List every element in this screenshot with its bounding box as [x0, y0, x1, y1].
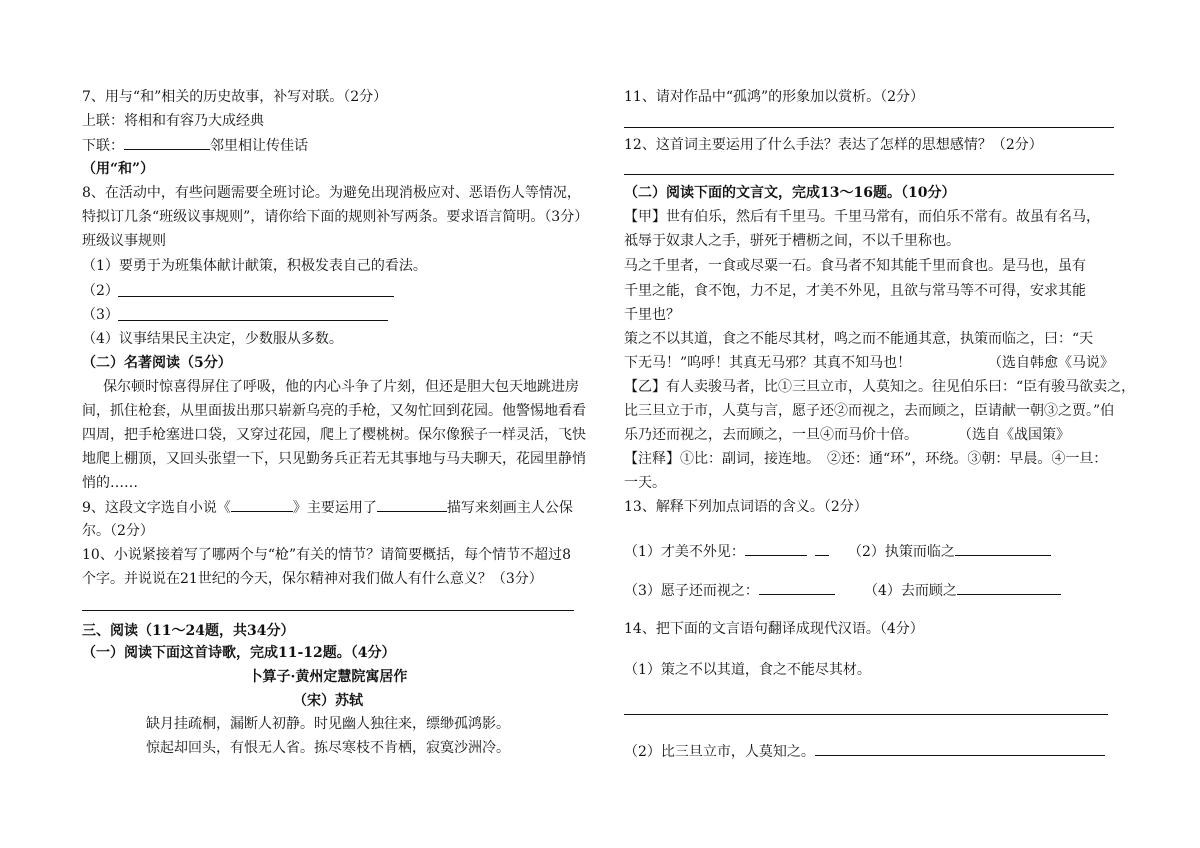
q11-title: 11、请对作品中“孤鸿”的形象加以赏析。（2分） — [624, 89, 925, 105]
q13-item-4 — [864, 580, 1061, 601]
q9-line2: 尔。（2分） — [82, 523, 154, 539]
q13-item-1 — [624, 541, 829, 562]
q14-sentence-2-label: （2）比三旦立市，人莫知之。 — [624, 744, 815, 760]
q7-lower-prefix: 下联： — [82, 138, 124, 154]
jia-line-7: 下无马！”呜呼！其真无马邪？其真不知马也！ — [624, 355, 912, 371]
jia-line-5: 千里也？ — [624, 307, 680, 323]
section-3-title: 三、阅读（11～24题，共34分） — [82, 623, 295, 639]
poem-title: 卜算子·黄州定慧院寓居作 — [248, 669, 408, 685]
q13-item-3 — [624, 580, 835, 601]
q13-item-1-blank[interactable] — [745, 541, 807, 556]
q11-answer-line[interactable] — [624, 127, 1114, 128]
q14-title: 14、把下面的文言语句翻译成现代汉语。（4分） — [624, 621, 924, 637]
classical-section-title: （二）阅读下面的文言文，完成13～16题。（10分） — [624, 185, 956, 201]
jia-line-1: 【甲】世有伯乐，然后有千里马。千里马常有，而伯乐不常有。故虽有名马， — [624, 209, 1100, 225]
q8-rule-2-answer-line[interactable] — [118, 296, 394, 297]
passage-line-5: 悄的…… — [82, 475, 138, 491]
q10-line2: 个字。并说说在21世纪的今天，保尔精神对我们做人有什么意义？（3分） — [82, 571, 543, 587]
q7-title: 7、用与“和”相关的历史故事，补写对联。（2分） — [82, 89, 388, 105]
section-2-famous-works-title: （二）名著阅读（5分） — [82, 355, 232, 371]
q7-hint: （用“和”） — [82, 161, 155, 177]
notes-line-2: 一天。 — [624, 475, 666, 491]
q7-answer-blank[interactable] — [124, 135, 210, 150]
q9-text-a: 9、这段文字选自小说《 — [82, 500, 231, 516]
jia-line-2: 祗辱于奴隶人之手，骈死于槽枥之间，不以千里称也。 — [624, 233, 960, 249]
section-3-part-1-title: （一）阅读下面这首诗歌，完成11-12题。（4分） — [82, 645, 396, 661]
q9-novel-blank[interactable] — [231, 497, 293, 512]
passage-line-2: 间，抓住枪套，从里面拔出那只崭新乌亮的手枪，又匆忙回到花园。他警惕地看看 — [82, 403, 586, 419]
jia-source: （选自韩愈《马说》 — [988, 355, 1114, 371]
q10-answer-line[interactable] — [82, 610, 574, 611]
q14-sentence-2 — [624, 741, 1105, 762]
q13-title: 13、解释下列加点词语的含义。（2分） — [624, 499, 868, 515]
q7-lower-suffix: 邻里相让传佳话 — [210, 138, 308, 154]
q8-rule-3-answer-line[interactable] — [118, 320, 388, 321]
yi-line-2: 比三旦立于市，人莫与言，愿子还②而视之，去而顾之，臣请献一朝③之贾。”伯 — [624, 403, 1115, 419]
q12-answer-line[interactable] — [624, 174, 1114, 175]
q13-item-2-blank[interactable] — [955, 541, 1051, 556]
yi-source: （选自《战国策》 — [958, 427, 1070, 443]
q10-line1: 10、小说紧接着写了哪两个与“枪”有关的情节？请简要概括，每个情节不超过8 — [82, 547, 572, 563]
q8-rule-2: （2） — [82, 283, 119, 299]
passage-line-4: 地爬上棚顶，又回头张望一下，只见勤务兵正若无其事地与马夫聊天，花园里静悄 — [82, 451, 586, 467]
poem-verse-2: 惊起却回头，有恨无人省。拣尽寒枝不肯栖，寂寞沙洲冷。 — [146, 740, 510, 756]
q9-method-blank[interactable] — [377, 497, 447, 512]
jia-line-4: 千里之能，食不饱，力不足，才美不外见，且欲与常马等不可得，安求其能 — [624, 283, 1086, 299]
poem-author: （宋）苏轼 — [293, 693, 363, 709]
q8-rules-title: 班级议事规则 — [82, 233, 166, 249]
q13-item-4-label: （4）去而顾之 — [864, 583, 957, 599]
q13-item-1-blank-tail[interactable] — [815, 541, 829, 556]
q14-sentence-1: （1）策之不以其道，食之不能尽其材。 — [624, 662, 871, 678]
yi-line-1: 【乙】有人卖骏马者，比①三旦立市，人莫知之。往见伯乐曰：“臣有骏马欲卖之， — [624, 379, 1136, 395]
jia-line-6: 策之不以其道，食之不能尽其材，鸣之而不能通其意，执策而临之，曰：“天 — [624, 331, 1094, 347]
q13-item-1-label: （1）才美不外见： — [624, 544, 745, 560]
passage-line-1: 保尔顿时惊喜得屏住了呼吸，他的内心斗争了片刻，但还是胆大包天地跳进房 — [103, 379, 579, 395]
q13-item-2 — [848, 541, 1051, 562]
q7-upper-couplet: 上联：将相和有容乃大成经典 — [82, 113, 264, 129]
q14-sentence-1-answer-line[interactable] — [624, 714, 1108, 715]
q9-text-c: 描写来刻画主人公保 — [446, 500, 573, 516]
poem-verse-1: 缺月挂疏桐，漏断人初静。时见幽人独往来，缥缈孤鸿影。 — [146, 716, 510, 732]
q14-sentence-2-answer-line[interactable] — [815, 741, 1105, 756]
q13-item-4-blank[interactable] — [957, 580, 1061, 595]
q9-line1 — [82, 497, 573, 518]
q13-item-2-label: （2）执策而临之 — [848, 544, 955, 560]
q8-line2: 特拟订几条“班级议事规则”，请你给下面的规则补写两条。要求语言简明。（3分） — [82, 209, 589, 225]
q8-rule-4: （4）议事结果民主决定，少数服从多数。 — [82, 331, 343, 347]
q8-rule-1: （1）要勇于为班集体献计献策，积极发表自己的看法。 — [82, 258, 427, 274]
q12-title: 12、这首词主要运用了什么手法？表达了怎样的思想感情？（2分） — [624, 137, 1043, 153]
q13-item-3-blank[interactable] — [759, 580, 835, 595]
q8-line1: 8、在活动中，有些问题需要全班讨论。为避免出现消极应对、恶语伤人等情况， — [82, 185, 581, 201]
jia-line-3: 马之千里者，一食或尽粟一石。食马者不知其能千里而食也。是马也，虽有 — [624, 258, 1086, 274]
q13-item-3-label: （3）愿子还而视之： — [624, 583, 759, 599]
passage-line-3: 四周，把手枪塞进口袋，又穿过花园，爬上了樱桃树。保尔像猴子一样灵活，飞快 — [82, 427, 586, 443]
q7-lower-couplet — [82, 135, 308, 156]
q8-rule-3: （3） — [82, 307, 119, 323]
q9-text-b: 》主要运用了 — [292, 500, 377, 516]
yi-line-3: 乐乃还而视之，去而顾之，一旦④而马价十倍。 — [624, 427, 918, 443]
notes-line-1: 【注释】①比：副词，接连地。 ②还：通“环”，环绕。③朝：早晨。④一旦： — [624, 451, 1108, 467]
